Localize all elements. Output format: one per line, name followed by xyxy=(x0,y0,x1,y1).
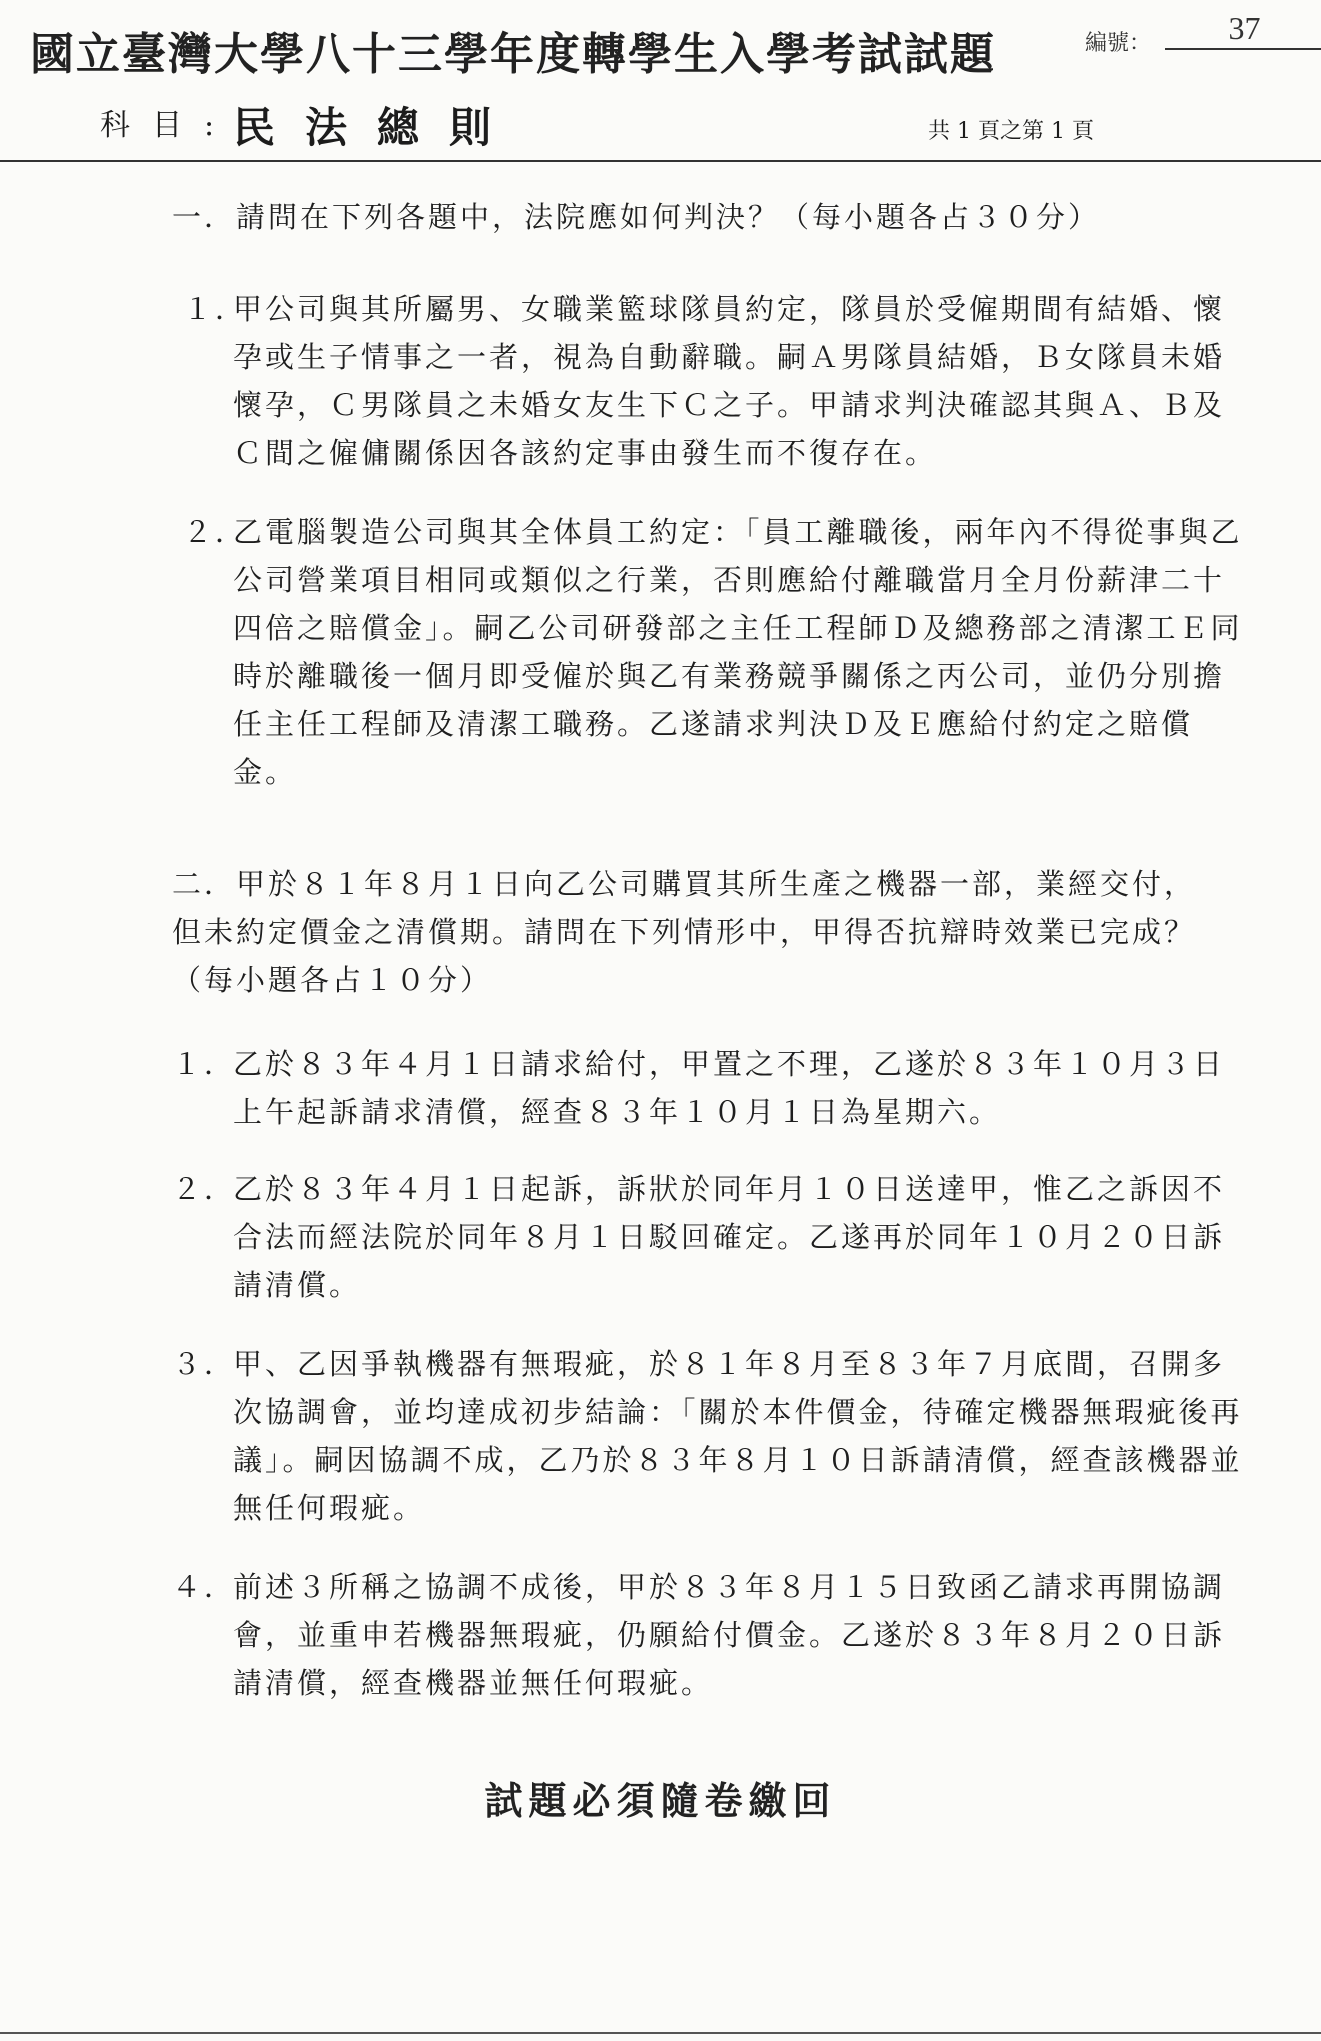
section-2-item-4-text: 前述３所稱之協調不成後，甲於８３年８月１５日致函乙請求再開協調會，並重申若機器無瑕疵，仍願給付價金。乙遂於８３年８月２０日訴請清償，經查機器並無任何瑕疵。 xyxy=(233,1570,1226,1700)
section-2-heading: 二．甲於８１年８月１日向乙公司購買其所生產之機器一部，業經交付，但未約定價金之清償期。請問在下列情形中，甲得否抗辯時效業已完成？（每小題各占１０分） xyxy=(172,867,1197,997)
section-2-item-1-text: 乙於８３年４月１日請求給付，甲置之不理，乙遂於８３年１０月３日上午起訴請求清償，經查８３年１０月１日為星期六。 xyxy=(233,1047,1226,1129)
header-divider xyxy=(0,160,1321,162)
code-label: 編號： xyxy=(1085,31,1152,56)
code-underline xyxy=(1165,48,1321,50)
section-1-heading: 一．請問在下列各題中，法院應如何判決？（每小題各占３０分） xyxy=(172,200,1101,234)
footer-note: 試題必須隨卷繳回 xyxy=(484,1778,837,1823)
section-1-item-2-text: 乙電腦製造公司與其全体員工約定：「員工離職後，兩年內不得從事與乙公司營業項目相同或類似之行業，否則應給付離職當月全月份薪津二十四倍之賠償金」。嗣乙公司研發部之主任工程師Ｄ及總務部之清潔工Ｅ同時於離職後一個月即受僱於與乙有業務競爭關係之丙公司，並仍分別擔任主任工程師及清潔工職務。乙遂請求判決Ｄ及Ｅ應給付約定之賠償金。 xyxy=(233,515,1243,789)
subject-label: 科目: xyxy=(100,108,237,143)
section-2-item-4-number: ４． xyxy=(172,1570,237,1604)
section-2-item-3-number: ３． xyxy=(172,1347,237,1381)
section-2-item-1-number: １． xyxy=(172,1047,237,1081)
exam-title: 國立臺灣大學八十三學年度轉學生入學考試試題 xyxy=(30,29,996,80)
section-1-item-1-text: 甲公司與其所屬男、女職業籃球隊員約定，隊員於受僱期間有結婚、懷孕或生子情事之一者，視為自動辭職。嗣Ａ男隊員結婚，Ｂ女隊員未婚懷孕，Ｃ男隊員之未婚女友生下Ｃ之子。甲請求判決確認其與Ａ、Ｂ及Ｃ間之僱傭關係因各該約定事由發生而不復存在。 xyxy=(233,292,1226,470)
page-count: 共 1 頁之第 1 頁 xyxy=(928,119,1094,144)
subject-name: 民法總則 xyxy=(233,103,522,152)
section-1-item-1-number: １． xyxy=(183,292,248,326)
code-value: 37 xyxy=(1228,10,1261,46)
section-2-item-2-number: ２． xyxy=(172,1172,237,1206)
footer-divider xyxy=(0,2032,1321,2034)
section-2-item-2-text: 乙於８３年４月１日起訴，訴狀於同年月１０日送達甲，惟乙之訴因不合法而經法院於同年８月１日駁回確定。乙遂再於同年１０月２０日訴請清償。 xyxy=(233,1172,1226,1302)
section-1-item-2-number: ２． xyxy=(183,515,248,549)
section-2-item-3-text: 甲、乙因爭執機器有無瑕疵，於８１年８月至８３年７月底間，召開多次協調會，並均達成初步結論：「關於本件價金，待確定機器無瑕疵後再議」。嗣因協調不成，乙乃於８３年８月１０日訴請清償，經查該機器並無任何瑕疵。 xyxy=(233,1347,1243,1525)
